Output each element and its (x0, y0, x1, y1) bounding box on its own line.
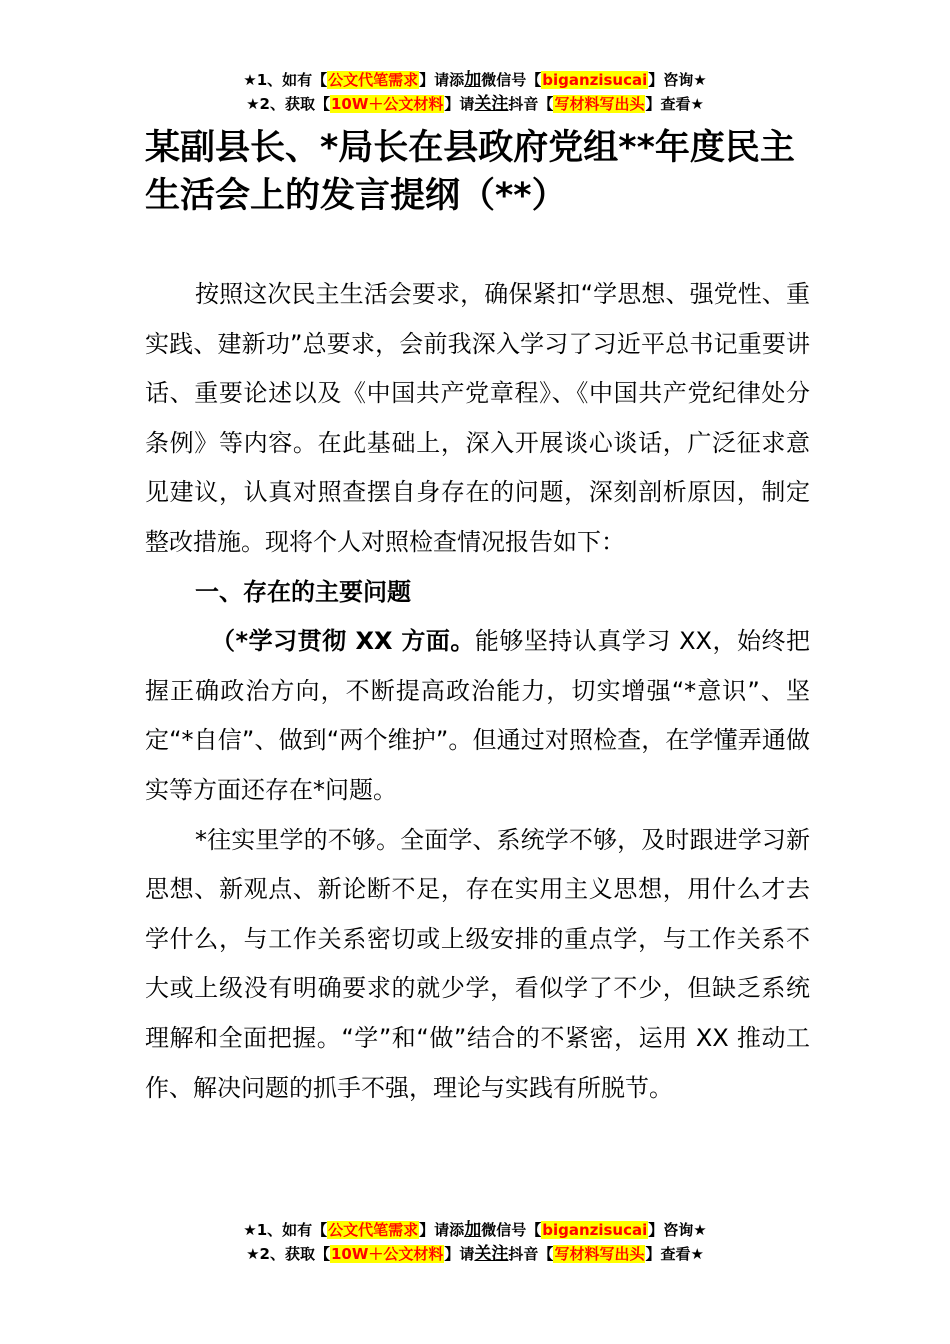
footer-line1-underlined: 加 (464, 1220, 482, 1240)
banner-line1-mid: 】请添 (419, 71, 465, 89)
footer-line2-highlight-douyin: 写材料写出头 (554, 1245, 645, 1263)
footer-line2-underlined: 关注 (474, 1244, 509, 1264)
footer-line1-suffix: 】咨询★ (648, 1221, 707, 1239)
banner-line-2 (0, 92, 950, 116)
header-banner (0, 68, 950, 116)
footer-banner (0, 1218, 950, 1266)
banner-line1-prefix: ★1、如有【 (243, 71, 328, 89)
footer-banner-line-2 (0, 1242, 950, 1266)
document-body (145, 270, 810, 1113)
footer-line1-highlight-service: 公文代笔需求 (328, 1221, 419, 1239)
banner-line1-mid2: 微信号【 (481, 71, 542, 89)
banner-line2-underlined: 关注 (474, 94, 509, 114)
footer-line1-mid2: 微信号【 (481, 1221, 542, 1239)
footer-line2-highlight-materials: 10W＋公文材料 (330, 1245, 444, 1263)
banner-line1-highlight-service: 公文代笔需求 (328, 71, 419, 89)
banner-line1-underlined: 加 (464, 70, 482, 90)
document-title: 某副县长、*局长在县政府党组**年度民主生活会上的发言提纲（**） (145, 128, 795, 216)
banner-line2-mid: 】请 (444, 95, 475, 113)
problem-paragraph: *往实里学的不够。全面学、系统学不够，及时跟进学习新思想、新观点、新论断不足，存在实用主义思想，用什么才去学什么，与工作关系密切或上级安排的重点学，与工作关系不大或上级没有明确要求的就少学，看似学了不少，但缺乏系统理解和全面把握。“学”和“做”结合的不紧密，运用 XX 推动工作、解决问题的抓手不强，理论与实践有所脱节。 (145, 825, 810, 1102)
subsection-paragraph (145, 617, 810, 815)
footer-line1-mid: 】请添 (419, 1221, 465, 1239)
banner-line2-suffix: 】查看★ (645, 95, 704, 113)
banner-line2-highlight-materials: 10W＋公文材料 (330, 95, 444, 113)
banner-line2-mid2: 抖音【 (508, 95, 554, 113)
banner-line-1 (0, 68, 950, 92)
footer-line2-mid2: 抖音【 (508, 1245, 554, 1263)
banner-line2-prefix: ★2、获取【 (246, 95, 330, 113)
footer-line2-prefix: ★2、获取【 (246, 1245, 330, 1263)
footer-line2-suffix: 】查看★ (645, 1245, 704, 1263)
intro-paragraph: 按照这次民主生活会要求，确保紧扣“学思想、强党性、重实践、建新功”总要求，会前我深入学习了习近平总书记重要讲话、重要论述以及《中国共产党章程》、《中国共产党纪律处分条例》等内容。在此基础上，深入开展谈心谈话，广泛征求意见建议，认真对照查摆自身存在的问题，深刻剖析原因，制定整改措施。现将个人对照检查情况报告如下： (145, 280, 810, 556)
subsection-heading: （*学习贯彻 XX 方面。 (211, 627, 475, 656)
banner-line1-suffix: 】咨询★ (648, 71, 707, 89)
footer-banner-line-1 (0, 1218, 950, 1242)
banner-line1-highlight-wechat: biganzisucai (542, 71, 648, 89)
footer-line2-mid: 】请 (444, 1245, 475, 1263)
banner-line2-highlight-douyin: 写材料写出头 (554, 95, 645, 113)
subsection-text: 能够坚持认真学习 XX，始终把握正确政治方向，不断提高政治能力，切实增强“*意识”、坚定“*自信”、做到“两个维护”。但通过对照检查，在学懂弄通做实等方面还存在*问题。 (145, 627, 810, 804)
footer-line1-prefix: ★1、如有【 (243, 1221, 328, 1239)
section-heading: 一、存在的主要问题 (195, 577, 411, 606)
footer-line1-highlight-wechat: biganzisucai (542, 1221, 648, 1239)
